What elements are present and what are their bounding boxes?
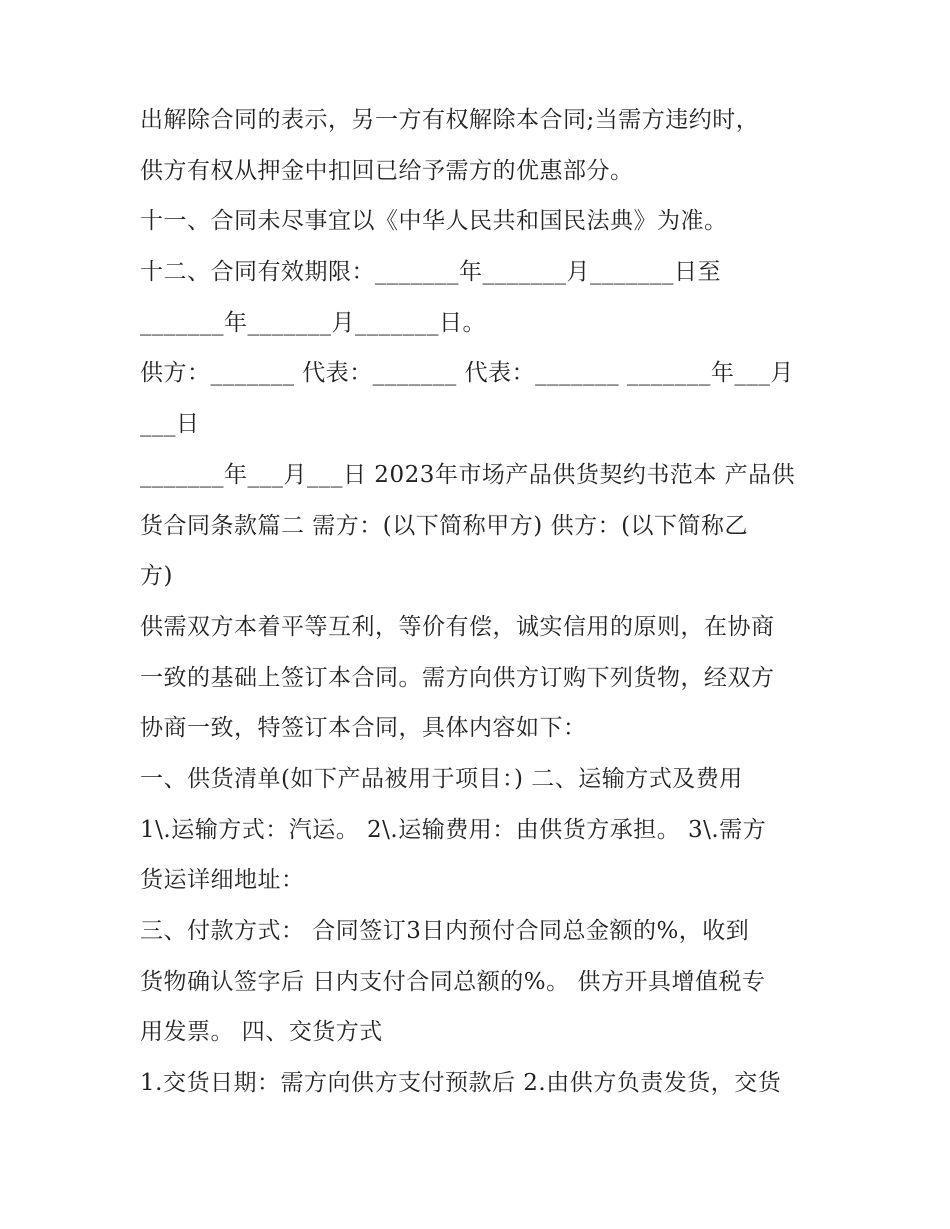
text-line: 一致的基础上签订本合同。需方向供方订购下列货物，经双方 <box>140 664 775 691</box>
text-line: ___日 <box>140 411 200 438</box>
text-line: 1.交货日期：需方向供方支付预款后 2.由供方负责发货，交货 <box>140 1070 782 1097</box>
text-line: 三、付款方式： 合同签订3日内预付合同总金额的%，收到 <box>140 918 750 944</box>
text-line: 货物确认签字后 日内支付合同总额的%。 供方开具增值税专 <box>140 968 766 995</box>
text-line: 用发票。 四、交货方式 <box>140 1019 383 1046</box>
text-line: 供方有权从押金中扣回已给予需方的优惠部分。 <box>140 157 634 184</box>
text-line: 十一、合同未尽事宜以《中华人民共和国民法典》为准。 <box>140 208 728 235</box>
text-line: 供需双方本着平等互利，等价有偿，诚实信用的原则，在协商 <box>140 613 775 640</box>
text-line: 货运详细地址： <box>140 867 305 894</box>
text-line: 货合同条款篇二 需方：(以下简称甲方) 供方：(以下简称乙 <box>140 512 749 539</box>
text-line: 供方：_______ 代表：_______ 代表：_______ _______年___月 <box>140 360 794 387</box>
text-line: 出解除合同的表示，另一方有权解除本合同;当需方违约时， <box>140 107 760 133</box>
contract-body-text <box>140 103 820 1117</box>
text-line: 1\.运输方式：汽运。 2\.运输费用：由供货方承担。 3\.需方 <box>140 816 767 843</box>
text-line: _______年___月___日 2023年市场产品供货契约书范本 产品供 <box>140 461 796 488</box>
text-line: 协商一致，特签订本合同，具体内容如下： <box>140 715 587 742</box>
text-line: 一、供货清单(如下产品被用于项目：) 二、运输方式及费用 <box>140 765 743 792</box>
text-line: 方) <box>140 563 173 590</box>
text-line: 十二、合同有效期限：_______年_______月_______日至 <box>140 259 721 286</box>
text-line: _______年_______月_______日。 <box>140 309 486 336</box>
